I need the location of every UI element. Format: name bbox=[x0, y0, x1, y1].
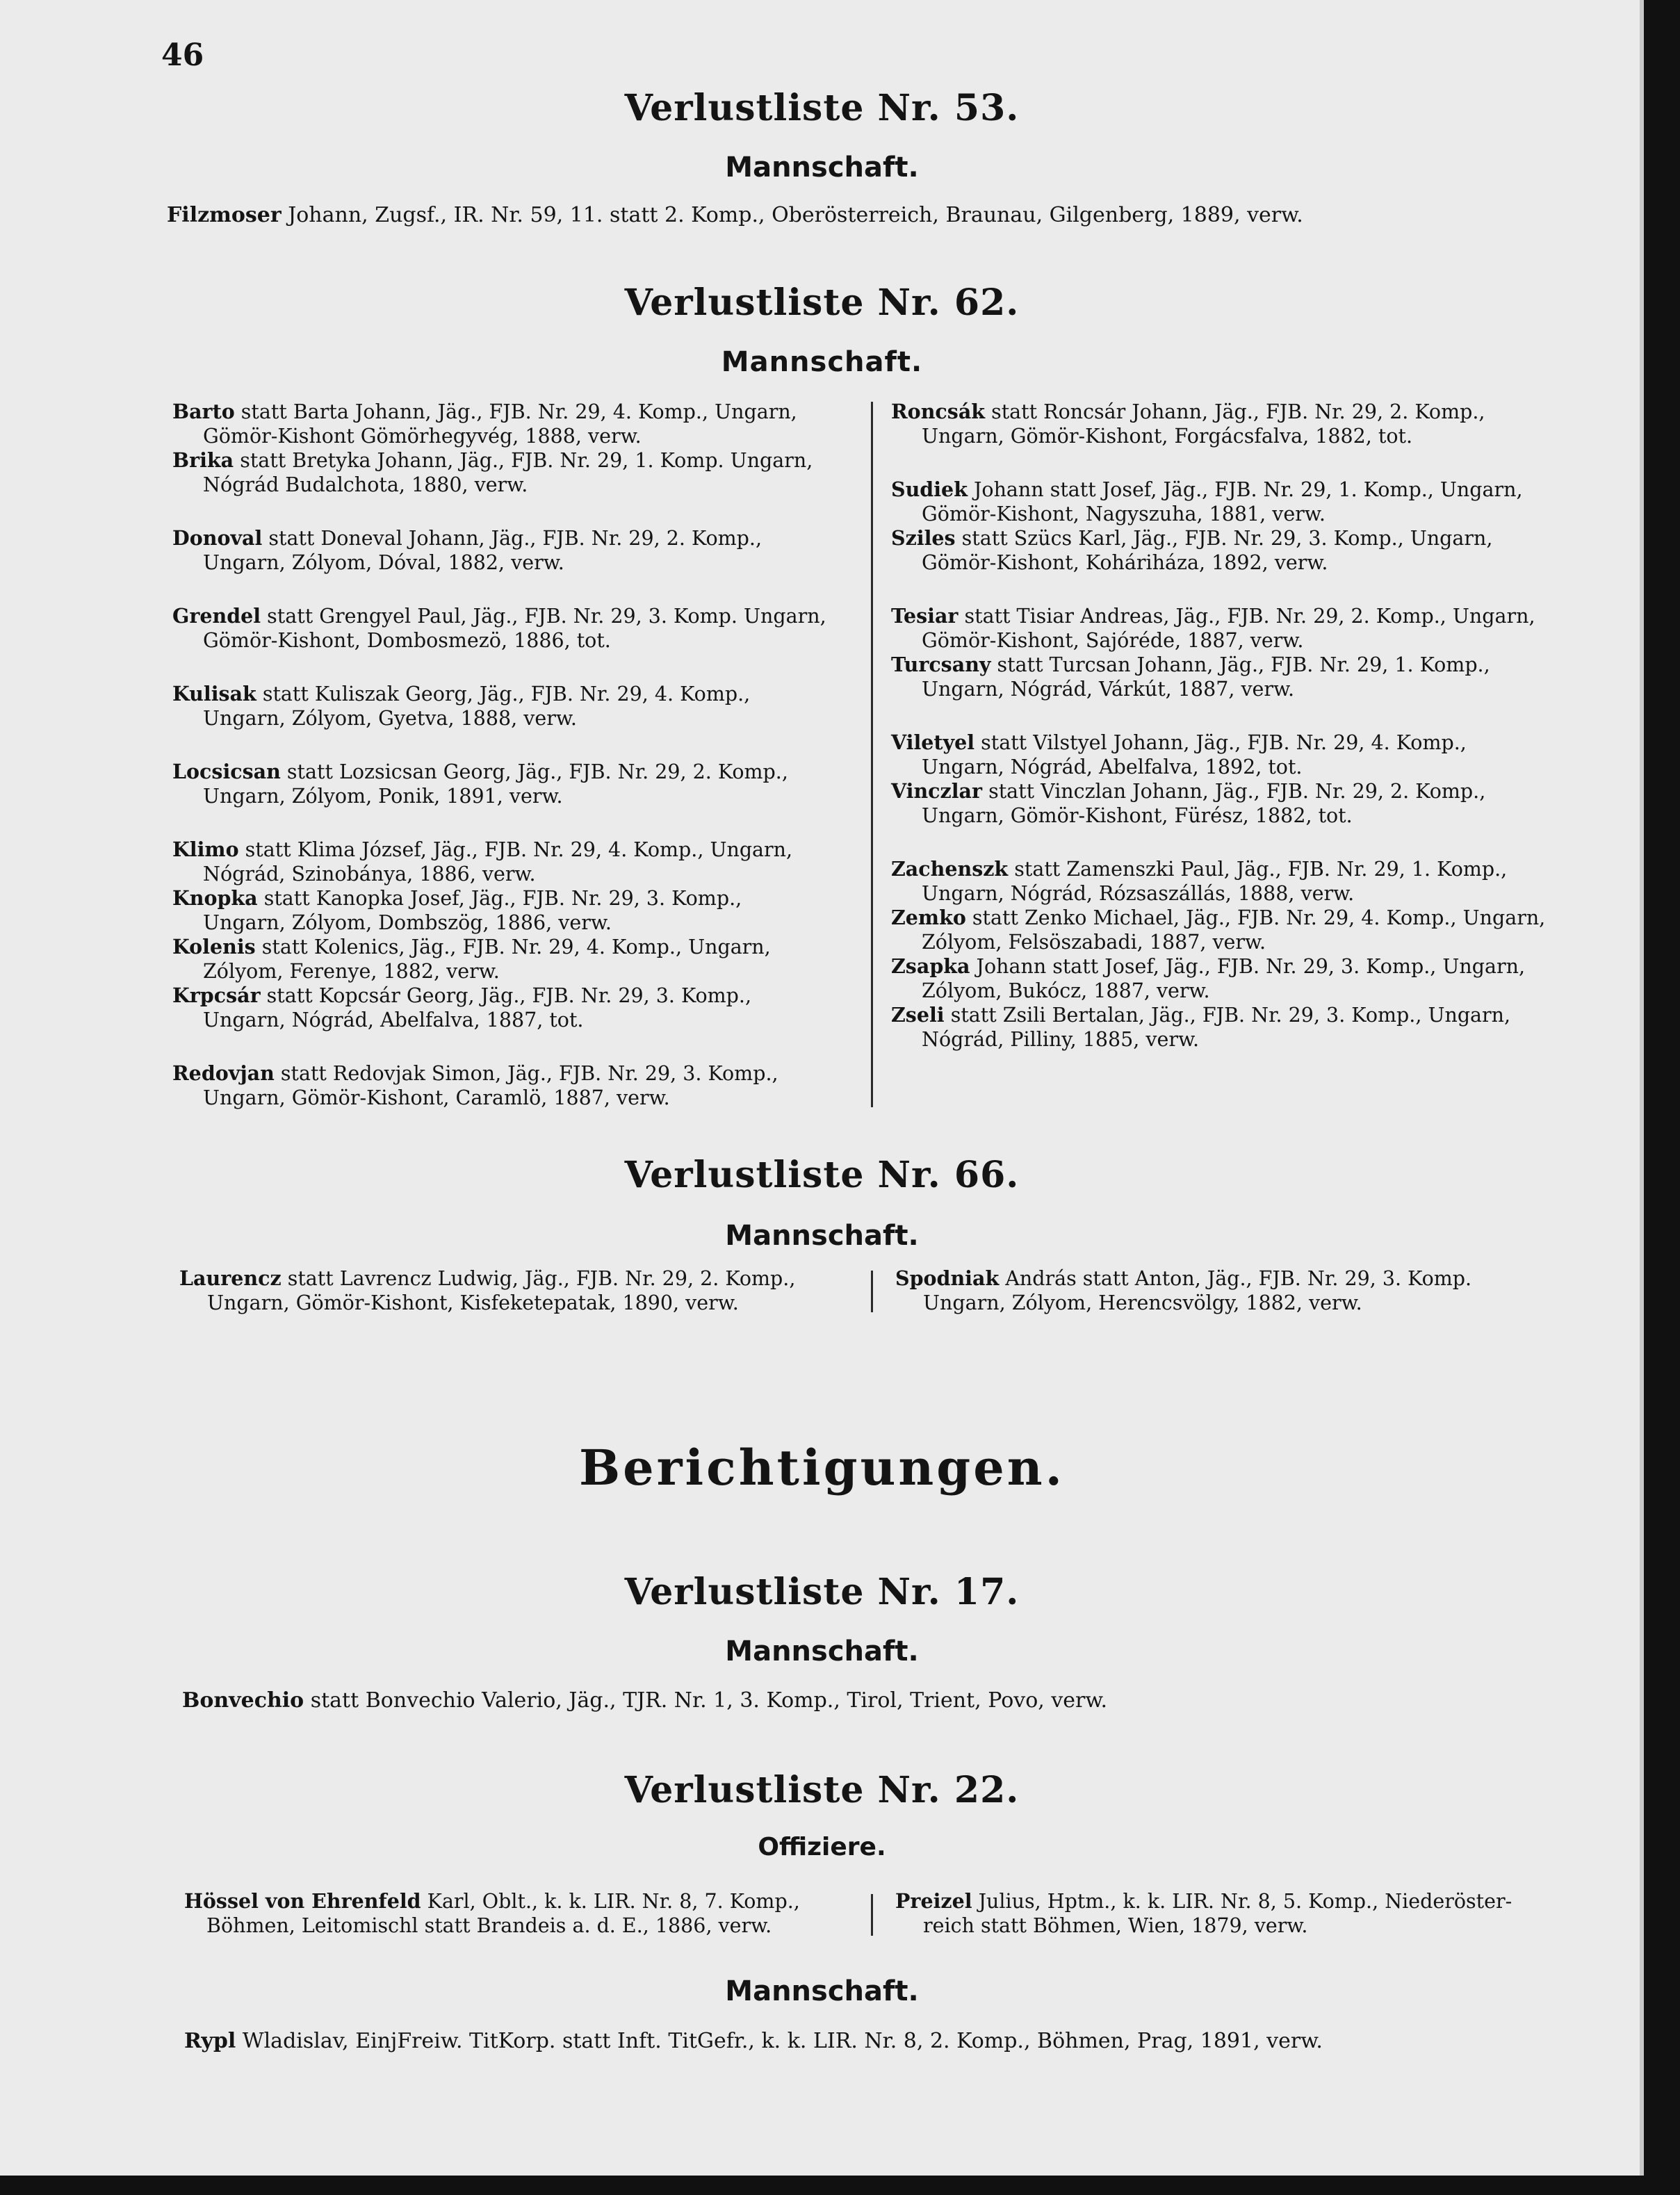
subheading-mannschaft-53: Mannschaft. bbox=[725, 152, 919, 183]
list-item: Vinczlar statt Vinczlan Johann, Jäg., FJB. Nr. 29, 2. Komp., Ungarn, Gömör-Kishont, Fürész, 1882, tot. bbox=[891, 779, 1486, 827]
subheading-mannschaft-17: Mannschaft. bbox=[725, 1635, 919, 1667]
entry-text: statt Bonvechio Valerio, Jäg., TJR. Nr. 1, 3. Komp., Tirol, Trient, Povo, verw. bbox=[304, 1688, 1108, 1713]
list-item: Laurencz statt Lavrencz Ludwig, Jäg., FJB. Nr. 29, 2. Komp., Ungarn, Gömör-Kishont, Kisfeketepatak, 1890, verw. bbox=[179, 1266, 796, 1314]
entry-name: Bonvechio bbox=[182, 1688, 304, 1713]
list-item: Kolenis statt Kolenics, Jäg., FJB. Nr. 29, 4. Komp., Ungarn, Zólyom, Ferenye, 1882, verw. bbox=[172, 935, 771, 983]
heading-verlustliste-66: Verlustliste Nr. 66. bbox=[624, 1154, 1020, 1196]
list-item: Hössel von Ehrenfeld Karl, Oblt., k. k. LIR. Nr. 8, 7. Komp., Böhmen, Leitomischl statt Brandeis a. d. E., 1886, verw. bbox=[184, 1889, 800, 1937]
list-item: Sziles statt Szücs Karl, Jäg., FJB. Nr. 29, 3. Komp., Ungarn, Gömör-Kishont, Koháriháza, 1892, verw. bbox=[891, 526, 1493, 574]
column-right-66 bbox=[895, 1266, 1471, 1315]
list-item: Brika statt Bretyka Johann, Jäg., FJB. Nr. 29, 1. Komp. Ungarn, Nógrád Budalchota, 1880, verw. bbox=[172, 448, 813, 496]
list-item: Knopka statt Kanopka Josef, Jäg., FJB. Nr. 29, 3. Komp., Ungarn, Zólyom, Dombszög, 1886, verw. bbox=[172, 886, 742, 934]
column-divider bbox=[871, 1271, 873, 1312]
list-item: Spodniak András statt Anton, Jäg., FJB. Nr. 29, 3. Komp. Ungarn, Zólyom, Herencsvölgy, 1882, verw. bbox=[895, 1266, 1472, 1314]
list-item: Donoval statt Doneval Johann, Jäg., FJB. Nr. 29, 2. Komp., Ungarn, Zólyom, Dóval, 1882, verw. bbox=[172, 526, 762, 574]
list-item: Grendel statt Grengyel Paul, Jäg., FJB. Nr. 29, 3. Komp. Ungarn, Gömör-Kishont, Dombosmezö, 1886, tot. bbox=[172, 604, 826, 652]
list-item: Zseli statt Zsili Bertalan, Jäg., FJB. Nr. 29, 3. Komp., Ungarn, Nógrád, Pilliny, 1885, verw. bbox=[891, 1003, 1511, 1051]
list-item: Zsapka Johann statt Josef, Jäg., FJB. Nr. 29, 3. Komp., Ungarn, Zólyom, Bukócz, 1887, verw. bbox=[891, 954, 1526, 1002]
list-item: Zemko statt Zenko Michael, Jäg., FJB. Nr. 29, 4. Komp., Ungarn, Zólyom, Felsöszabadi, 1887, verw. bbox=[891, 906, 1546, 954]
list-item: Klimo statt Klima József, Jäg., FJB. Nr. 29, 4. Komp., Ungarn, Nógrád, Szinobánya, 1886, verw. bbox=[172, 838, 793, 886]
subheading-mannschaft-62: Mannschaft. bbox=[721, 346, 923, 378]
entry-text: Johann, Zugsf., IR. Nr. 59, 11. statt 2. Komp., Oberösterreich, Braunau, Gilgenberg, 1889, verw. bbox=[281, 203, 1303, 227]
column-left-66 bbox=[179, 1266, 795, 1315]
list-item: Turcsany statt Turcsan Johann, Jäg., FJB. Nr. 29, 1. Komp., Ungarn, Nógrád, Várkút, 1887, verw. bbox=[891, 653, 1490, 701]
heading-verlustliste-17: Verlustliste Nr. 17. bbox=[624, 1571, 1020, 1613]
subheading-mannschaft-66: Mannschaft. bbox=[725, 1220, 919, 1252]
column-left-22 bbox=[184, 1889, 800, 1938]
list-item: Sudiek Johann statt Josef, Jäg., FJB. Nr. 29, 1. Komp., Ungarn, Gömör-Kishont, Nagyszuha, 1881, verw. bbox=[891, 478, 1523, 525]
list-item: Preizel Julius, Hptm., k. k. LIR. Nr. 8, 5. Komp., Niederöster- reich statt Böhmen, Wien, 1879, verw. bbox=[895, 1889, 1512, 1937]
heading-verlustliste-62: Verlustliste Nr. 62. bbox=[624, 281, 1020, 324]
subheading-offiziere-22: Offiziere. bbox=[758, 1833, 886, 1861]
heading-verlustliste-53: Verlustliste Nr. 53. bbox=[624, 87, 1020, 129]
list-item: Redovjan statt Redovjak Simon, Jäg., FJB. Nr. 29, 3. Komp., Ungarn, Gömör-Kishont, Caramlö, 1887, verw. bbox=[172, 1061, 778, 1109]
heading-verlustliste-22: Verlustliste Nr. 22. bbox=[624, 1769, 1020, 1811]
list-item: Krpcsár statt Kopcsár Georg, Jäg., FJB. Nr. 29, 3. Komp., Ungarn, Nógrád, Abelfalva, 1887, tot. bbox=[172, 984, 752, 1031]
list-item: Roncsák statt Roncsár Johann, Jäg., FJB. Nr. 29, 2. Komp., Ungarn, Gömör-Kishont, Forgácsfalva, 1882, tot. bbox=[891, 400, 1485, 448]
entry-53 bbox=[167, 202, 1303, 229]
page-number: 46 bbox=[161, 38, 204, 73]
entry-22 bbox=[184, 2028, 1323, 2055]
column-right-62 bbox=[891, 400, 1545, 1052]
entry-17 bbox=[182, 1688, 1107, 1714]
column-left-62 bbox=[172, 400, 826, 1110]
list-item: Kulisak statt Kuliszak Georg, Jäg., FJB. Nr. 29, 4. Komp., Ungarn, Zólyom, Gyetva, 1888, verw. bbox=[172, 682, 751, 730]
list-item: Locsicsan statt Lozsicsan Georg, Jäg., FJB. Nr. 29, 2. Komp., Ungarn, Zólyom, Ponik, 1891, verw. bbox=[172, 760, 788, 808]
column-divider bbox=[871, 1894, 873, 1936]
list-item: Zachenszk statt Zamenszki Paul, Jäg., FJB. Nr. 29, 1. Komp., Ungarn, Nógrád, Rózsaszállás, 1888, verw. bbox=[891, 857, 1508, 905]
heading-berichtigungen: Berichtigungen. bbox=[578, 1439, 1066, 1496]
list-item: Tesiar statt Tisiar Andreas, Jäg., FJB. Nr. 29, 2. Komp., Ungarn, Gömör-Kishont, Sajóréde, 1887, verw. bbox=[891, 604, 1535, 652]
subheading-mannschaft-22: Mannschaft. bbox=[725, 1975, 919, 2007]
list-item: Barto statt Barta Johann, Jäg., FJB. Nr. 29, 4. Komp., Ungarn, Gömör-Kishont Gömörhegyvég, 1888, verw. bbox=[172, 400, 797, 448]
entry-text: Wladislav, EinjFreiw. TitKorp. statt Inft. TitGefr., k. k. LIR. Nr. 8, 2. Komp., Böhmen, Prag, 1891, verw. bbox=[236, 2029, 1323, 2053]
entry-name: Rypl bbox=[184, 2029, 236, 2053]
entry-name: Filzmoser bbox=[167, 203, 282, 227]
list-item: Viletyel statt Vilstyel Johann, Jäg., FJB. Nr. 29, 4. Komp., Ungarn, Nógrád, Abelfalva, 1892, tot. bbox=[891, 731, 1467, 778]
column-right-22 bbox=[895, 1889, 1512, 1938]
column-divider bbox=[871, 402, 873, 1107]
